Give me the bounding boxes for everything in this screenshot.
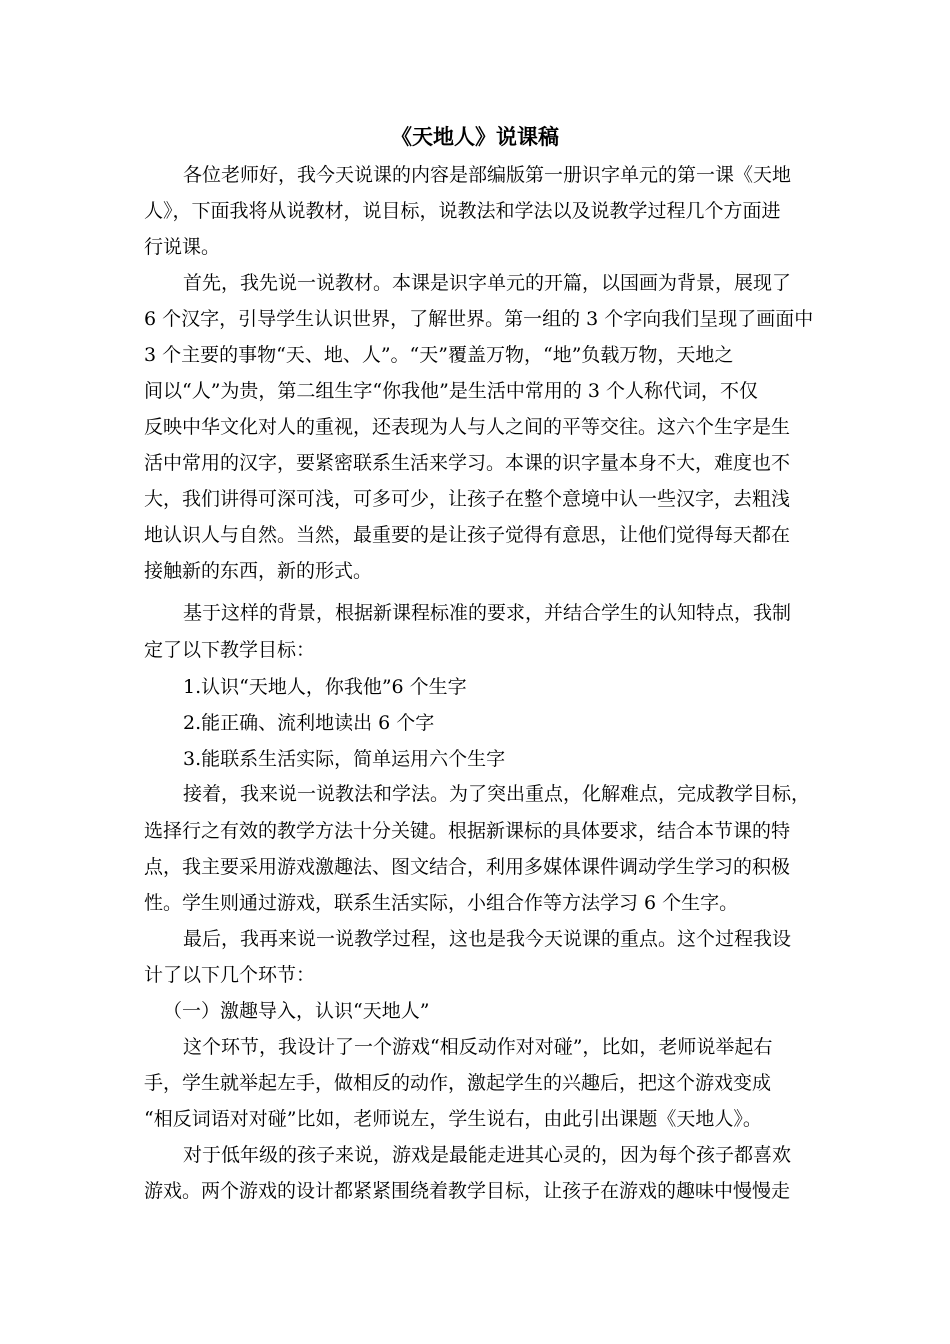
paragraph-line: 这个环节，我设计了一个游戏“相反动作对对碰”，比如，老师说举起右 [183, 1036, 773, 1058]
paragraph-line: 基于这样的背景，根据新课程标准的要求，并结合学生的认知特点，我制 [183, 602, 792, 624]
paragraph-line: 接触新的东西，新的形式。 [144, 560, 373, 582]
paragraph-line: 定了以下教学目标： [144, 639, 316, 661]
paragraph-line: 接着，我来说一说教法和学法。为了突出重点，化解难点，完成教学目标， [183, 783, 811, 805]
paragraph-line: 各位老师好，我今天说课的内容是部编版第一册识字单元的第一课《天地 [183, 164, 792, 186]
paragraph-line: 手，学生就举起左手，做相反的动作，激起学生的兴趣后，把这个游戏变成 [144, 1072, 772, 1094]
section-heading: （一）激趣导入，认识“天地人” [163, 1000, 430, 1022]
paragraph-line: 人》，下面我将从说教材，说目标，说教法和学法以及说教学过程几个方面进 [144, 200, 781, 222]
paragraph-line: 点，我主要采用游戏激趣法、图文结合，利用多媒体课件调动学生学习的积极 [144, 856, 791, 878]
paragraph-line: 行说课。 [144, 236, 221, 258]
paragraph-line: 计了以下几个环节： [144, 964, 316, 986]
paragraph-line: 6 个汉字，引导学生认识世界，了解世界。第一组的 3 个字向我们呈现了画面中 [144, 308, 814, 330]
paragraph-line: 对于低年级的孩子来说，游戏是最能走进其心灵的，因为每个孩子都喜欢 [183, 1144, 792, 1166]
goal-item: 2.能正确、流利地读出 6 个字 [183, 712, 435, 734]
paragraph-line: 首先，我先说一说教材。本课是识字单元的开篇，以国画为背景，展现了 [183, 272, 792, 294]
paragraph-line: 3 个主要的事物“天、地、人”。“天”覆盖万物，“地”负载万物，天地之 [144, 344, 734, 366]
document-title: 《天地人》说课稿 [391, 125, 559, 149]
paragraph-line: “相反词语对对碰”比如，老师说左，学生说右，由此引出课题《天地人》。 [144, 1108, 762, 1130]
paragraph-line: 间以“人”为贵，第二组生字“你我他”是生活中常用的 3 个人称代词，不仅 [144, 380, 759, 402]
paragraph-line: 选择行之有效的教学方法十分关键。根据新课标的具体要求，结合本节课的特 [144, 820, 791, 842]
paragraph-line: 大，我们讲得可深可浅，可多可少，让孩子在整个意境中认一些汉字，去粗浅 [144, 488, 791, 510]
paragraph-line: 性。学生则通过游戏，联系生活实际，小组合作等方法学习 6 个生字。 [144, 892, 739, 914]
paragraph-line: 最后，我再来说一说教学过程，这也是我今天说课的重点。这个过程我设 [183, 928, 792, 950]
paragraph-line: 反映中华文化对人的重视，还表现为人与人之间的平等交往。这六个生字是生 [144, 416, 791, 438]
paragraph-line: 游戏。两个游戏的设计都紧紧围绕着教学目标，让孩子在游戏的趣味中慢慢走 [144, 1180, 791, 1202]
goal-item: 3.能联系生活实际，简单运用六个生字 [183, 748, 506, 770]
goal-item: 1.认识“天地人，你我他”6 个生字 [183, 676, 467, 698]
paragraph-line: 活中常用的汉字，要紧密联系生活来学习。本课的识字量本身不大，难度也不 [144, 452, 791, 474]
paragraph-line: 地认识人与自然。当然，最重要的是让孩子觉得有意思，让他们觉得每天都在 [144, 524, 791, 546]
